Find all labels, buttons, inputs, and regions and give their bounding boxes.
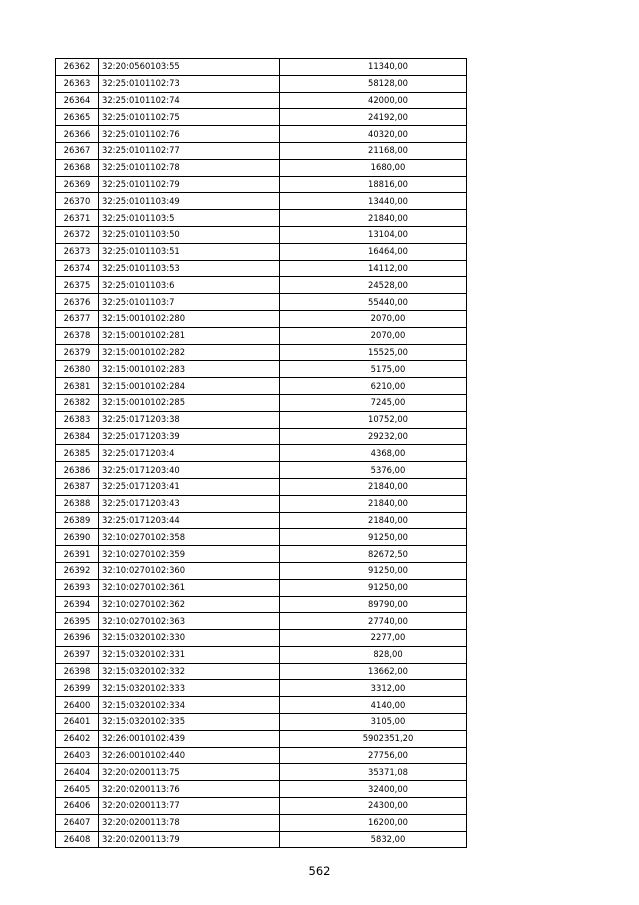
table-row	[56, 243, 467, 260]
table-row	[56, 663, 467, 680]
row-number-cell: 26365	[56, 109, 99, 126]
row-number-cell: 26378	[56, 327, 99, 344]
cadastral-number-cell: 32:15:0010102:281	[99, 327, 280, 344]
table-row	[56, 831, 467, 848]
cadastral-number-cell: 32:25:0101103:51	[99, 243, 280, 260]
cadastral-number-cell: 32:25:0101102:74	[99, 92, 280, 109]
value-cell: 5902351,20	[280, 730, 467, 747]
cadastral-number-cell: 32:10:0270102:359	[99, 546, 280, 563]
table-row	[56, 428, 467, 445]
row-number-cell: 26366	[56, 126, 99, 143]
table-body	[56, 59, 467, 848]
cadastral-number-cell: 32:25:0101102:78	[99, 159, 280, 176]
value-cell: 29232,00	[280, 428, 467, 445]
table-row	[56, 361, 467, 378]
row-number-cell: 26404	[56, 764, 99, 781]
page-number: 562	[308, 864, 331, 878]
value-cell: 2070,00	[280, 327, 467, 344]
row-number-cell: 26403	[56, 747, 99, 764]
cadastral-number-cell: 32:20:0560103:55	[99, 59, 280, 76]
cadastral-number-cell: 32:15:0010102:284	[99, 378, 280, 395]
table-row	[56, 378, 467, 395]
table-row	[56, 730, 467, 747]
cadastral-number-cell: 32:25:0101102:76	[99, 126, 280, 143]
cadastral-number-cell: 32:15:0320102:333	[99, 680, 280, 697]
table-row	[56, 781, 467, 798]
table-row	[56, 697, 467, 714]
cadastral-number-cell: 32:25:0101102:77	[99, 142, 280, 159]
value-cell: 21840,00	[280, 495, 467, 512]
row-number-cell: 26383	[56, 411, 99, 428]
row-number-cell: 26370	[56, 193, 99, 210]
table-row	[56, 512, 467, 529]
value-cell: 5376,00	[280, 462, 467, 479]
value-cell: 13662,00	[280, 663, 467, 680]
row-number-cell: 26399	[56, 680, 99, 697]
value-cell: 5832,00	[280, 831, 467, 848]
table-row	[56, 646, 467, 663]
value-cell: 21168,00	[280, 142, 467, 159]
row-number-cell: 26374	[56, 260, 99, 277]
row-number-cell: 26395	[56, 613, 99, 630]
cadastral-number-cell: 32:25:0171203:43	[99, 495, 280, 512]
table-row	[56, 142, 467, 159]
value-cell: 21840,00	[280, 512, 467, 529]
value-cell: 42000,00	[280, 92, 467, 109]
value-cell: 10752,00	[280, 411, 467, 428]
table-row	[56, 75, 467, 92]
row-number-cell: 26396	[56, 630, 99, 647]
row-number-cell: 26394	[56, 596, 99, 613]
table-row	[56, 613, 467, 630]
row-number-cell: 26390	[56, 529, 99, 546]
value-cell: 35371,08	[280, 764, 467, 781]
row-number-cell: 26377	[56, 310, 99, 327]
cadastral-number-cell: 32:25:0101103:7	[99, 294, 280, 311]
table-row	[56, 394, 467, 411]
value-cell: 27756,00	[280, 747, 467, 764]
row-number-cell: 26372	[56, 226, 99, 243]
row-number-cell: 26402	[56, 730, 99, 747]
row-number-cell: 26408	[56, 831, 99, 848]
table-row	[56, 445, 467, 462]
row-number-cell: 26364	[56, 92, 99, 109]
cadastral-number-cell: 32:10:0270102:362	[99, 596, 280, 613]
row-number-cell: 26393	[56, 579, 99, 596]
table-row	[56, 764, 467, 781]
value-cell: 6210,00	[280, 378, 467, 395]
table-row	[56, 579, 467, 596]
cadastral-number-cell: 32:20:0200113:78	[99, 814, 280, 831]
row-number-cell: 26389	[56, 512, 99, 529]
table-row	[56, 92, 467, 109]
cadastral-number-cell: 32:10:0270102:363	[99, 613, 280, 630]
table-row	[56, 478, 467, 495]
table-row	[56, 310, 467, 327]
cadastral-number-cell: 32:15:0010102:282	[99, 344, 280, 361]
cadastral-number-cell: 32:20:0200113:76	[99, 781, 280, 798]
value-cell: 13440,00	[280, 193, 467, 210]
value-cell: 40320,00	[280, 126, 467, 143]
value-cell: 58128,00	[280, 75, 467, 92]
cadastral-number-cell: 32:25:0101103:49	[99, 193, 280, 210]
row-number-cell: 26375	[56, 277, 99, 294]
value-cell: 32400,00	[280, 781, 467, 798]
table-row	[56, 126, 467, 143]
value-cell: 14112,00	[280, 260, 467, 277]
value-cell: 16200,00	[280, 814, 467, 831]
row-number-cell: 26384	[56, 428, 99, 445]
table-row	[56, 159, 467, 176]
row-number-cell: 26407	[56, 814, 99, 831]
value-cell: 1680,00	[280, 159, 467, 176]
cadastral-number-cell: 32:15:0010102:285	[99, 394, 280, 411]
row-number-cell: 26405	[56, 781, 99, 798]
cadastral-number-cell: 32:25:0171203:40	[99, 462, 280, 479]
cadastral-number-cell: 32:25:0171203:4	[99, 445, 280, 462]
cadastral-number-cell: 32:25:0101103:5	[99, 210, 280, 227]
row-number-cell: 26391	[56, 546, 99, 563]
cadastral-number-cell: 32:15:0320102:332	[99, 663, 280, 680]
cadastral-number-cell: 32:25:0171203:38	[99, 411, 280, 428]
cadastral-number-cell: 32:10:0270102:361	[99, 579, 280, 596]
table-row	[56, 294, 467, 311]
table-row	[56, 562, 467, 579]
table-row	[56, 596, 467, 613]
cadastral-number-cell: 32:25:0101103:6	[99, 277, 280, 294]
cadastral-number-cell: 32:20:0200113:79	[99, 831, 280, 848]
cadastral-number-cell: 32:26:0010102:439	[99, 730, 280, 747]
value-cell: 15525,00	[280, 344, 467, 361]
row-number-cell: 26371	[56, 210, 99, 227]
row-number-cell: 26398	[56, 663, 99, 680]
value-cell: 4140,00	[280, 697, 467, 714]
value-cell: 11340,00	[280, 59, 467, 76]
table-row	[56, 546, 467, 563]
table-row	[56, 462, 467, 479]
cadastral-number-cell: 32:15:0320102:334	[99, 697, 280, 714]
value-cell: 24300,00	[280, 798, 467, 815]
value-cell: 91250,00	[280, 579, 467, 596]
cadastral-number-cell: 32:25:0171203:39	[99, 428, 280, 445]
value-cell: 7245,00	[280, 394, 467, 411]
value-cell: 91250,00	[280, 562, 467, 579]
row-number-cell: 26376	[56, 294, 99, 311]
cadastral-number-cell: 32:25:0171203:41	[99, 478, 280, 495]
table-row	[56, 109, 467, 126]
table-row	[56, 193, 467, 210]
row-number-cell: 26392	[56, 562, 99, 579]
row-number-cell: 26385	[56, 445, 99, 462]
table-row	[56, 680, 467, 697]
value-cell: 828,00	[280, 646, 467, 663]
table-row	[56, 344, 467, 361]
row-number-cell: 26397	[56, 646, 99, 663]
table-row	[56, 411, 467, 428]
cadastral-number-cell: 32:20:0200113:75	[99, 764, 280, 781]
value-cell: 27740,00	[280, 613, 467, 630]
table-row	[56, 714, 467, 731]
table-row	[56, 210, 467, 227]
value-cell: 18816,00	[280, 176, 467, 193]
cadastral-number-cell: 32:15:0320102:331	[99, 646, 280, 663]
cadastral-number-cell: 32:25:0101103:53	[99, 260, 280, 277]
table-row	[56, 176, 467, 193]
value-cell: 16464,00	[280, 243, 467, 260]
cadastral-number-cell: 32:20:0200113:77	[99, 798, 280, 815]
value-cell: 5175,00	[280, 361, 467, 378]
cadastral-number-cell: 32:10:0270102:358	[99, 529, 280, 546]
cadastral-value-table	[55, 58, 467, 848]
cadastral-number-cell: 32:25:0171203:44	[99, 512, 280, 529]
cadastral-number-cell: 32:10:0270102:360	[99, 562, 280, 579]
row-number-cell: 26367	[56, 142, 99, 159]
row-number-cell: 26380	[56, 361, 99, 378]
cadastral-number-cell: 32:15:0010102:280	[99, 310, 280, 327]
cadastral-number-cell: 32:25:0101102:79	[99, 176, 280, 193]
value-cell: 89790,00	[280, 596, 467, 613]
value-cell: 24192,00	[280, 109, 467, 126]
cadastral-number-cell: 32:25:0101102:73	[99, 75, 280, 92]
row-number-cell: 26379	[56, 344, 99, 361]
value-cell: 91250,00	[280, 529, 467, 546]
value-cell: 2070,00	[280, 310, 467, 327]
value-cell: 2277,00	[280, 630, 467, 647]
table-row	[56, 226, 467, 243]
row-number-cell: 26401	[56, 714, 99, 731]
value-cell: 21840,00	[280, 478, 467, 495]
row-number-cell: 26388	[56, 495, 99, 512]
table-row	[56, 798, 467, 815]
table-row	[56, 529, 467, 546]
cadastral-number-cell: 32:15:0320102:335	[99, 714, 280, 731]
table-row	[56, 495, 467, 512]
cadastral-number-cell: 32:25:0101102:75	[99, 109, 280, 126]
value-cell: 3105,00	[280, 714, 467, 731]
cadastral-number-cell: 32:26:0010102:440	[99, 747, 280, 764]
table-row	[56, 630, 467, 647]
value-cell: 13104,00	[280, 226, 467, 243]
row-number-cell: 26382	[56, 394, 99, 411]
value-cell: 3312,00	[280, 680, 467, 697]
row-number-cell: 26400	[56, 697, 99, 714]
value-cell: 21840,00	[280, 210, 467, 227]
table-row	[56, 59, 467, 76]
table-row	[56, 327, 467, 344]
row-number-cell: 26369	[56, 176, 99, 193]
row-number-cell: 26381	[56, 378, 99, 395]
row-number-cell: 26373	[56, 243, 99, 260]
row-number-cell: 26386	[56, 462, 99, 479]
value-cell: 4368,00	[280, 445, 467, 462]
row-number-cell: 26368	[56, 159, 99, 176]
value-cell: 55440,00	[280, 294, 467, 311]
row-number-cell: 26362	[56, 59, 99, 76]
row-number-cell: 26363	[56, 75, 99, 92]
cadastral-number-cell: 32:25:0101103:50	[99, 226, 280, 243]
value-cell: 82672,50	[280, 546, 467, 563]
cadastral-number-cell: 32:15:0010102:283	[99, 361, 280, 378]
cadastral-number-cell: 32:15:0320102:330	[99, 630, 280, 647]
table-row	[56, 260, 467, 277]
table-row	[56, 747, 467, 764]
value-cell: 24528,00	[280, 277, 467, 294]
row-number-cell: 26387	[56, 478, 99, 495]
row-number-cell: 26406	[56, 798, 99, 815]
table-row	[56, 277, 467, 294]
table-row	[56, 814, 467, 831]
